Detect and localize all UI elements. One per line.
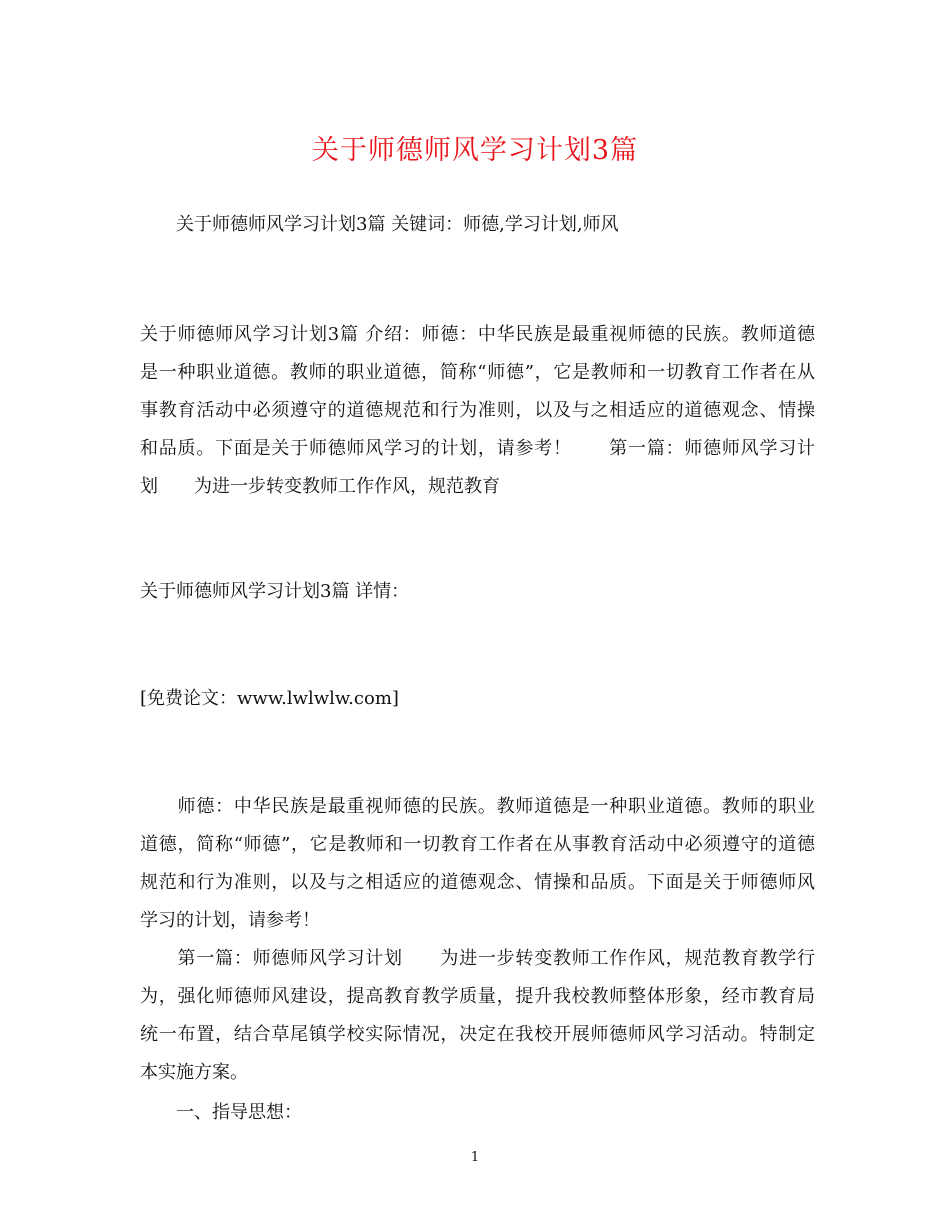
section-heading: 一、指导思想： — [140, 1102, 302, 1123]
intro-line: 划 为进一步转变教师工作作风，规范教育 — [140, 476, 500, 497]
intro-line: 事教育活动中必须遵守的道德规范和行为准则，以及与之相适应的道德观念、情操 — [140, 400, 815, 421]
body-line: 学习的计划，请参考！ — [140, 910, 320, 931]
body-line: 第一篇：师德师风学习计划 为进一步转变教师工作作风，规范教育教学行 — [140, 948, 815, 969]
body-line: 道德，简称“师德”，它是教师和一切教育工作者在从事教育活动中必须遵守的道德 — [140, 834, 815, 855]
source-link: [免费论文：www.lwlwlw.com] — [140, 688, 399, 709]
body-line: 师德：中华民族是最重视师德的民族。教师道德是一种职业道德。教师的职业 — [140, 796, 815, 817]
intro-line: 和品质。下面是关于师德师风学习的计划，请参考！ 第一篇：师德师风学习计 — [140, 438, 815, 459]
body-line: 规范和行为准则，以及与之相适应的道德观念、情操和品质。下面是关于师德师风 — [140, 872, 815, 893]
page-number: 1 — [470, 1150, 480, 1165]
intro-line: 关于师德师风学习计划3篇 介绍：师德：中华民族是最重视师德的民族。教师道德 — [140, 324, 815, 345]
body-line: 本实施方案。 — [140, 1062, 248, 1083]
body-line: 统一布置，结合草尾镇学校实际情况，决定在我校开展师德师风学习活动。特制定 — [140, 1024, 815, 1045]
details-label: 关于师德师风学习计划3篇 详情： — [140, 581, 410, 602]
intro-line: 是一种职业道德。教师的职业道德，简称“师德”，它是教师和一切教育工作者在从 — [140, 362, 815, 383]
document-title: 关于师德师风学习计划3篇 — [311, 135, 639, 166]
body-line: 为，强化师德师风建设，提高教育教学质量，提升我校教师整体形象，经市教育局 — [140, 986, 815, 1007]
keywords-line: 关于师德师风学习计划3篇 关键词：师德,学习计划,师风 — [176, 214, 619, 235]
